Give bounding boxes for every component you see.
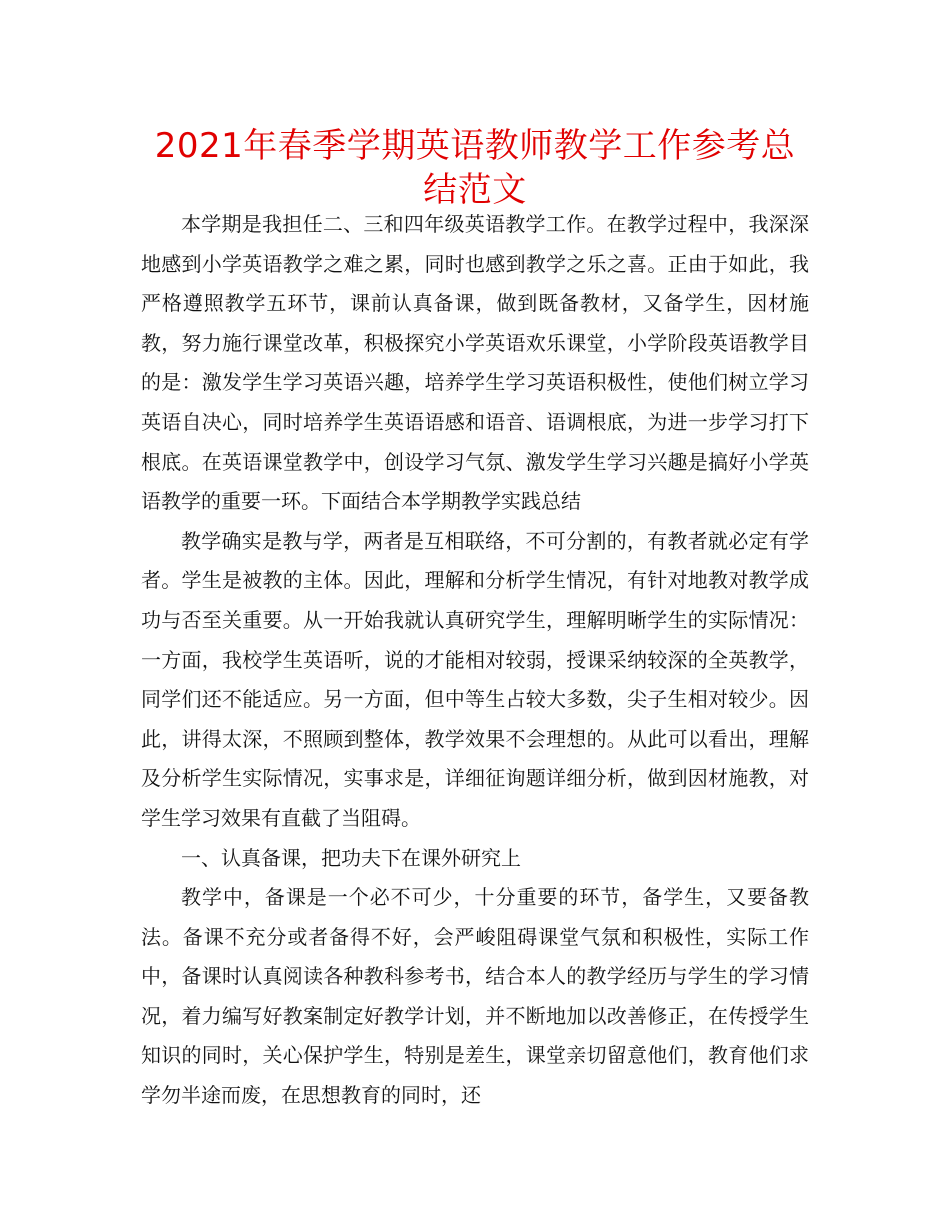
document-title: 2021年春季学期英语教师教学工作参考总结范文 bbox=[154, 126, 796, 210]
section-heading-lesson-prep: 一、认真备课，把功夫下在课外研究上 bbox=[181, 845, 521, 870]
paragraph-lesson-prep: 教学中，备课是一个必不可少，十分重要的环节，备学生，又要备教法。备课不充分或者备得不好，会严峻阻碍课堂气氛和积极性，实际工作中，备课时认真阅读各种教科参考书，结合本人的教学经历与学生的学习情况，着力编写好教案制定好教学计划，并不断地加以改善修正，在传授学生知识的同时，关心保护学生，特别是差生，课堂亲切留意他们，教育他们求学勿半途而废，在思想教育的同时，还 bbox=[141, 885, 809, 1108]
paragraph-intro: 本学期是我担任二、三和四年级英语教学工作。在教学过程中，我深深地感到小学英语教学之难之累，同时也感到教学之乐之喜。正由于如此，我严格遵照教学五环节，课前认真备课，做到既备教材，又备学生，因材施教，努力施行课堂改革，积极探究小学英语欢乐课堂，小学阶段英语教学目的是：激发学生学习英语兴趣，培养学生学习英语积极性，使他们树立学习英语自决心，同时培养学生英语语感和语音、语调根底，为进一步学习打下根底。在英语课堂教学中，创设学习气氛、激发学生学习兴趣是搞好小学英语教学的重要一环。下面结合本学期教学实践总结 bbox=[141, 212, 809, 514]
document-body bbox=[141, 205, 809, 1116]
paragraph-students: 教学确实是教与学，两者是互相联络，不可分割的，有教者就必定有学者。学生是被教的主体。因此，理解和分析学生情况，有针对地教对教学成功与否至关重要。从一开始我就认真研究学生，理解明晰学生的实际情况：一方面，我校学生英语听，说的才能相对较弱，授课采纳较深的全英教学，同学们还不能适应。另一方面，但中等生占较大多数，尖子生相对较少。因此，讲得太深，不照顾到整体，教学效果不会理想的。从此可以看出，理解及分析学生实际情况，实事求是，详细征询题详细分析，做到因材施教，对学生学习效果有直截了当阻碍。 bbox=[141, 528, 809, 830]
